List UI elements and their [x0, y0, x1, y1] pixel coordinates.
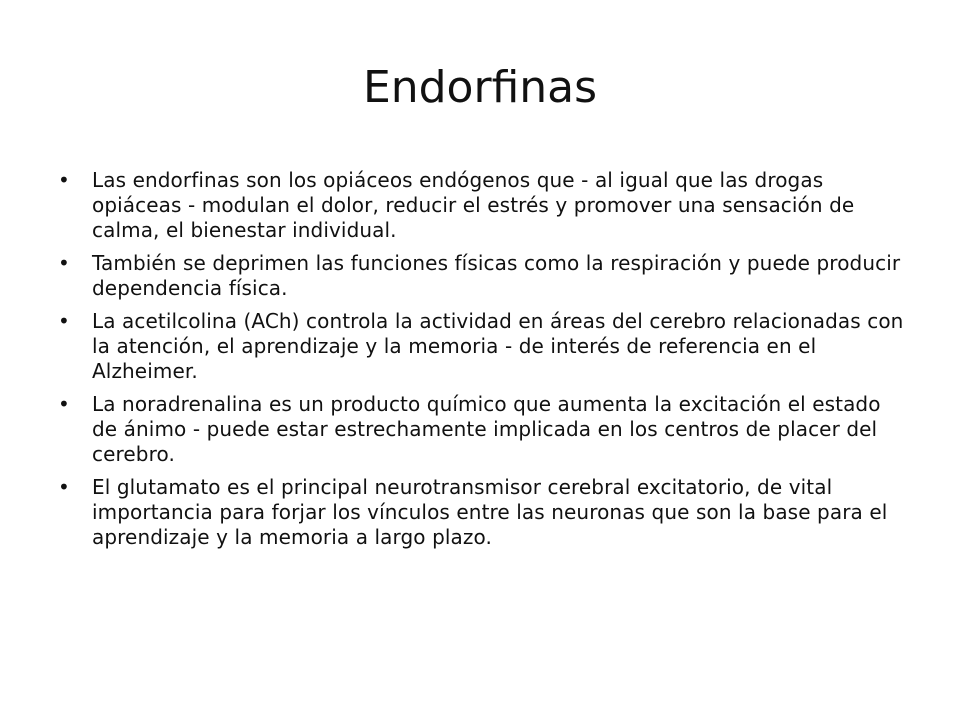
bullet-item-2: [58, 251, 910, 301]
bullet-item-1: [58, 168, 910, 243]
bullet-text: También se deprimen las funciones físicas como la respiración y puede producir dependencia física.: [92, 251, 901, 300]
bullet-text: Las endorfinas son los opiáceos endógenos que - al igual que las drogas opiáceas - modulan el dolor, reducir el estrés y promover una sensación de calma, el bienestar individual.: [92, 168, 855, 242]
slide-title: Endorfinas: [362, 62, 598, 113]
bullet-list: [58, 168, 910, 558]
bullet-text: La acetilcolina (ACh) controla la actividad en áreas del cerebro relacionadas con la atención, el aprendizaje y la memoria - de interés de referencia en el Alzheimer.: [92, 309, 904, 383]
bullet-icon: •: [58, 475, 70, 499]
bullet-item-3: [58, 309, 910, 384]
bullet-item-4: [58, 392, 910, 467]
bullet-icon: •: [58, 168, 70, 192]
bullet-icon: •: [58, 392, 70, 416]
bullet-icon: •: [58, 251, 70, 275]
bullet-text: El glutamato es el principal neurotransmisor cerebral excitatorio, de vital importancia para forjar los vínculos entre las neuronas que son la base para el aprendizaje y la memoria a largo plazo.: [92, 475, 888, 549]
bullet-item-5: [58, 475, 910, 550]
bullet-icon: •: [58, 309, 70, 333]
bullet-text: La noradrenalina es un producto químico que aumenta la excitación el estado de ánimo - puede estar estrechamente implicada en los centros de placer del cerebro.: [92, 392, 881, 466]
